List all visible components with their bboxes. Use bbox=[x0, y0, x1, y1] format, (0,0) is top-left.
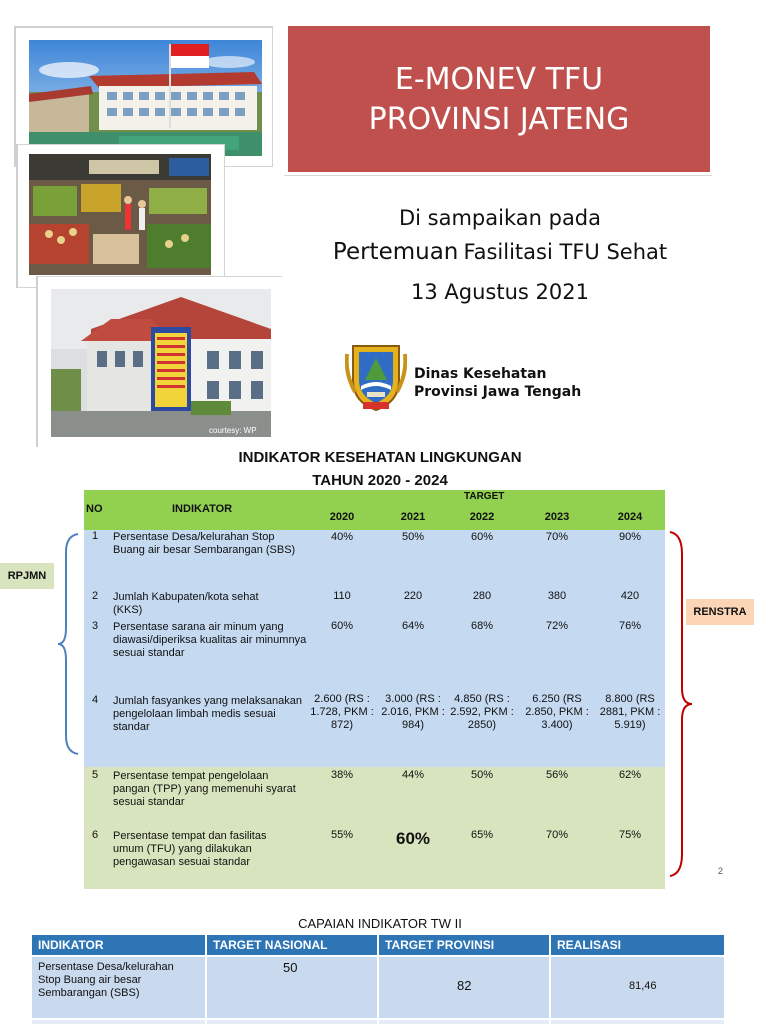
meeting-word: Pertemuan bbox=[332, 239, 459, 265]
row-1-no: 1 bbox=[92, 530, 99, 542]
indicator-table bbox=[84, 490, 665, 889]
header-year-2024: 2024 bbox=[617, 511, 643, 523]
row-1-realisasi-cell bbox=[551, 957, 724, 1018]
indicator-table-title: INDIKATOR KESEHATAN LINGKUNGAN bbox=[238, 449, 522, 466]
table-row bbox=[32, 1020, 205, 1024]
header-indikator: INDIKATOR bbox=[32, 935, 205, 955]
rpjmn-label: RPJMN bbox=[0, 563, 54, 589]
row-1-target-provinsi-cell bbox=[379, 957, 549, 1018]
row-4-indikator: Jumlah fasyankes yang melaksanakan pengelolaan limbah medis sesuai standar bbox=[113, 695, 302, 733]
row-6-no: 6 bbox=[92, 829, 99, 841]
indicator-table-period: TAHUN 2020 - 2024 bbox=[312, 472, 448, 489]
title-line-2: PROVINSI JATENG bbox=[368, 102, 630, 137]
row-1-2024: 90% bbox=[618, 531, 642, 543]
row-5-no: 5 bbox=[92, 769, 99, 781]
row-5-2022: 50% bbox=[470, 769, 494, 781]
row-1-2021: 50% bbox=[401, 531, 425, 543]
row-1-2023: 70% bbox=[545, 531, 569, 543]
row-6-2020: 55% bbox=[330, 829, 354, 841]
header-target: TARGET bbox=[464, 491, 505, 502]
achievement-table bbox=[32, 935, 724, 1024]
row-1-target-provinsi: 82 bbox=[457, 978, 472, 993]
office-building-photo bbox=[51, 289, 271, 437]
row-5-2024: 62% bbox=[618, 769, 642, 781]
row-2-2022: 280 bbox=[472, 590, 492, 602]
row-1-2020: 40% bbox=[330, 531, 354, 543]
row-6-2024: 75% bbox=[618, 829, 642, 841]
row-5-2023: 56% bbox=[545, 769, 569, 781]
table-row-cell bbox=[379, 1020, 549, 1024]
table-row-cell bbox=[551, 1020, 724, 1024]
table-row-cell bbox=[207, 1020, 377, 1024]
header-year-2022: 2022 bbox=[469, 511, 495, 523]
header-target-provinsi: TARGET PROVINSI bbox=[379, 935, 549, 955]
row-5-indikator: Persentase tempat pengelolaan pangan (TPP) yang memenuhi syarat sesuai standar bbox=[113, 770, 296, 808]
row-6-indikator: Persentase tempat dan fasilitas umum (TFU) yang dilakukan pengawasan sesuai standar bbox=[113, 830, 267, 868]
row-4-2022: 4.850 (RS : 2.592, PKM : 2850) bbox=[450, 693, 514, 731]
row-1-indikator: Persentase Desa/kelurahan Stop Buang air besar Sembarangan (SBS) bbox=[38, 961, 174, 999]
renstra-brace-icon bbox=[666, 530, 694, 878]
row-3-2024: 76% bbox=[618, 620, 642, 632]
row-4-no: 4 bbox=[92, 694, 99, 706]
renstra-label: RENSTRA bbox=[686, 599, 754, 625]
rpjmn-brace-icon bbox=[56, 532, 82, 756]
row-5-2020: 38% bbox=[330, 769, 354, 781]
row-3-indikator: Persentase sarana air minum yang diawasi/diperiksa kualitas air minumnya sesuai standar bbox=[113, 621, 307, 659]
row-6-2022: 65% bbox=[470, 829, 494, 841]
row-2-indikator: Jumlah Kabupaten/kota sehat (KKS) bbox=[113, 591, 259, 616]
header-indikator: INDIKATOR bbox=[172, 503, 233, 515]
title-line-1: E-MONEV TFU bbox=[394, 62, 604, 97]
page-number: 2 bbox=[718, 866, 724, 876]
row-4-2020: 2.600 (RS : 1.728, PKM : 872) bbox=[310, 693, 374, 731]
market-photo bbox=[29, 154, 211, 275]
row-1-2022: 60% bbox=[470, 531, 494, 543]
row-6-2021: 60% bbox=[395, 829, 431, 848]
row-4-2021: 3.000 (RS : 2.016, PKM : 984) bbox=[381, 693, 445, 731]
row-2-no: 2 bbox=[92, 590, 99, 602]
header-year-2023: 2023 bbox=[544, 511, 570, 523]
title-banner bbox=[288, 26, 710, 172]
row-3-2022: 68% bbox=[470, 620, 494, 632]
header-year-2021: 2021 bbox=[400, 511, 426, 523]
row-3-no: 3 bbox=[92, 620, 99, 632]
row-4-2024: 8.800 (RS 2881, PKM : 5.919) bbox=[599, 693, 661, 731]
row-3-2023: 72% bbox=[545, 620, 569, 632]
row-1-target-nasional: 50 bbox=[283, 960, 298, 975]
row-2-2020: 110 bbox=[333, 590, 351, 602]
org-name-line-2: Provinsi Jawa Tengah bbox=[414, 384, 582, 400]
table-row bbox=[32, 957, 205, 1018]
row-1-realisasi: 81,46 bbox=[629, 980, 657, 992]
meeting-name bbox=[290, 239, 710, 265]
title-shadow-line bbox=[284, 175, 712, 176]
school-building-photo bbox=[29, 40, 262, 156]
row-5-2021: 44% bbox=[401, 769, 425, 781]
header-realisasi: REALISASI bbox=[551, 935, 724, 955]
photo-credit-text: courtesy: WP bbox=[209, 426, 257, 435]
meeting-date: 13 Agustus 2021 bbox=[411, 280, 589, 304]
row-2-2021: 220 bbox=[403, 590, 423, 602]
province-emblem-icon bbox=[345, 340, 407, 412]
header-target-nasional: TARGET NASIONAL bbox=[207, 935, 377, 955]
header-year-2020: 2020 bbox=[329, 511, 355, 523]
header-no: NO bbox=[86, 503, 103, 515]
row-3-2020: 60% bbox=[330, 620, 354, 632]
presented-at-text: Di sampaikan pada bbox=[398, 206, 602, 230]
row-2-2023: 380 bbox=[547, 590, 567, 602]
row-1-indikator: Persentase Desa/kelurahan Stop Buang air besar Sembarangan (SBS) bbox=[113, 531, 296, 556]
row-2-2024: 420 bbox=[620, 590, 640, 602]
achievement-table-title: CAPAIAN INDIKATOR TW II bbox=[298, 916, 462, 931]
row-4-2023: 6.250 (RS 2.850, PKM : 3.400) bbox=[525, 693, 589, 731]
row-1-target-nasional-cell bbox=[207, 957, 377, 1018]
org-name-line-1: Dinas Kesehatan bbox=[414, 366, 547, 382]
jateng-logo bbox=[345, 340, 407, 412]
row-6-2023: 70% bbox=[545, 829, 569, 841]
row-3-2021: 64% bbox=[401, 620, 425, 632]
meeting-topic: Fasilitasi TFU Sehat bbox=[463, 240, 668, 264]
